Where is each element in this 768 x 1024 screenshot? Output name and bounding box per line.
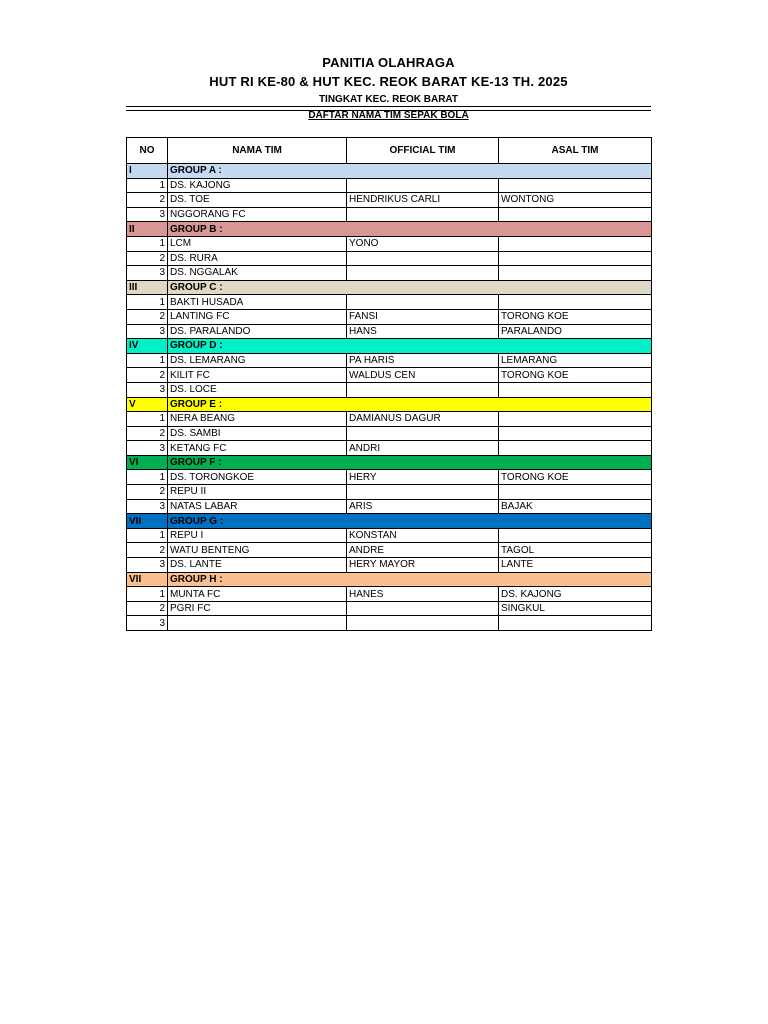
table-row <box>127 543 652 558</box>
team-official <box>347 295 499 310</box>
group-row <box>127 455 652 470</box>
team-number: 3 <box>127 266 168 281</box>
team-name: NGGORANG FC <box>168 207 347 222</box>
table-row <box>127 193 652 208</box>
team-name: REPU I <box>168 528 347 543</box>
team-name: DS. RURA <box>168 251 347 266</box>
table-row <box>127 587 652 602</box>
team-name: DS. PARALANDO <box>168 324 347 339</box>
team-origin: WONTONG <box>499 193 652 208</box>
team-number: 2 <box>127 193 168 208</box>
table-row <box>127 368 652 383</box>
team-number: 2 <box>127 368 168 383</box>
team-origin: TORONG KOE <box>499 309 652 324</box>
team-official: HANES <box>347 587 499 602</box>
team-official <box>347 251 499 266</box>
team-number: 1 <box>127 412 168 427</box>
team-number: 1 <box>127 353 168 368</box>
table-row <box>127 178 652 193</box>
committee-title: PANITIA OLAHRAGA <box>322 55 455 70</box>
group-label: GROUP D : <box>168 339 652 354</box>
team-table-body <box>127 164 652 631</box>
table-row <box>127 353 652 368</box>
team-official: DAMIANUS DAGUR <box>347 412 499 427</box>
table-row <box>127 236 652 251</box>
team-number: 3 <box>127 207 168 222</box>
group-number: V <box>127 397 168 412</box>
team-origin <box>499 426 652 441</box>
team-origin <box>499 616 652 631</box>
group-number: VII <box>127 572 168 587</box>
team-origin: DS. KAJONG <box>499 587 652 602</box>
group-label: GROUP B : <box>168 222 652 237</box>
team-origin <box>499 236 652 251</box>
level-subtitle: TINGKAT KEC. REOK BARAT <box>318 94 459 105</box>
table-row <box>127 558 652 573</box>
team-origin <box>499 485 652 500</box>
team-official <box>347 485 499 500</box>
team-number: 2 <box>127 426 168 441</box>
team-official: ANDRI <box>347 441 499 456</box>
document-header <box>126 54 651 107</box>
group-row <box>127 280 652 295</box>
team-official: ARIS <box>347 499 499 514</box>
team-number: 3 <box>127 441 168 456</box>
table-header-row <box>127 138 652 164</box>
table-row <box>127 616 652 631</box>
list-title: DAFTAR NAMA TIM SEPAK BOLA <box>308 110 469 121</box>
team-origin: LEMARANG <box>499 353 652 368</box>
table-row <box>127 441 652 456</box>
team-official <box>347 178 499 193</box>
team-name: MUNTA FC <box>168 587 347 602</box>
team-origin <box>499 178 652 193</box>
team-name: WATU BENTENG <box>168 543 347 558</box>
group-row <box>127 572 652 587</box>
team-origin: PARALANDO <box>499 324 652 339</box>
team-official: FANSI <box>347 309 499 324</box>
team-name: REPU II <box>168 485 347 500</box>
column-header-no: NO <box>127 138 168 164</box>
team-name: DS. TOE <box>168 193 347 208</box>
table-row <box>127 528 652 543</box>
team-number: 1 <box>127 236 168 251</box>
group-label: GROUP E : <box>168 397 652 412</box>
team-number: 1 <box>127 528 168 543</box>
team-table <box>126 137 652 631</box>
group-number: III <box>127 280 168 295</box>
team-name: DS. LEMARANG <box>168 353 347 368</box>
group-row <box>127 397 652 412</box>
team-number: 3 <box>127 558 168 573</box>
team-name: LANTING FC <box>168 309 347 324</box>
team-official <box>347 207 499 222</box>
team-origin <box>499 441 652 456</box>
table-row <box>127 601 652 616</box>
team-origin <box>499 412 652 427</box>
team-origin: TORONG KOE <box>499 368 652 383</box>
table-row <box>127 382 652 397</box>
team-number: 1 <box>127 470 168 485</box>
team-official: WALDUS CEN <box>347 368 499 383</box>
group-label: GROUP H : <box>168 572 652 587</box>
group-label: GROUP G : <box>168 514 652 529</box>
team-official: HERY <box>347 470 499 485</box>
team-origin <box>499 528 652 543</box>
table-row <box>127 470 652 485</box>
team-name: DS. NGGALAK <box>168 266 347 281</box>
team-name <box>168 616 347 631</box>
team-number: 2 <box>127 601 168 616</box>
team-official <box>347 601 499 616</box>
team-number: 2 <box>127 543 168 558</box>
team-number: 3 <box>127 324 168 339</box>
group-number: II <box>127 222 168 237</box>
team-origin <box>499 207 652 222</box>
team-official: HERY MAYOR <box>347 558 499 573</box>
team-name: DS. SAMBI <box>168 426 347 441</box>
group-label: GROUP C : <box>168 280 652 295</box>
team-name: DS. LANTE <box>168 558 347 573</box>
team-official: HANS <box>347 324 499 339</box>
group-label: GROUP F : <box>168 455 652 470</box>
group-number: I <box>127 164 168 179</box>
team-official <box>347 426 499 441</box>
team-origin <box>499 295 652 310</box>
team-origin <box>499 382 652 397</box>
group-row <box>127 222 652 237</box>
team-name: DS. KAJONG <box>168 178 347 193</box>
table-row <box>127 251 652 266</box>
team-number: 3 <box>127 616 168 631</box>
team-number: 3 <box>127 382 168 397</box>
column-header-origin: ASAL TIM <box>499 138 652 164</box>
group-row <box>127 164 652 179</box>
team-name: NERA BEANG <box>168 412 347 427</box>
team-official <box>347 266 499 281</box>
table-row <box>127 499 652 514</box>
team-name: DS. LOCE <box>168 382 347 397</box>
team-official: YONO <box>347 236 499 251</box>
team-number: 1 <box>127 178 168 193</box>
team-name: NATAS LABAR <box>168 499 347 514</box>
team-number: 1 <box>127 295 168 310</box>
table-row <box>127 412 652 427</box>
team-origin: TAGOL <box>499 543 652 558</box>
team-name: LCM <box>168 236 347 251</box>
team-number: 2 <box>127 251 168 266</box>
table-row <box>127 426 652 441</box>
table-row <box>127 207 652 222</box>
team-name: KETANG FC <box>168 441 347 456</box>
team-origin <box>499 266 652 281</box>
table-row <box>127 309 652 324</box>
team-origin: BAJAK <box>499 499 652 514</box>
column-header-team-name: NAMA TIM <box>168 138 347 164</box>
group-number: IV <box>127 339 168 354</box>
team-official <box>347 382 499 397</box>
team-official: HENDRIKUS CARLI <box>347 193 499 208</box>
table-row <box>127 324 652 339</box>
team-name: PGRI FC <box>168 601 347 616</box>
team-number: 2 <box>127 485 168 500</box>
group-number: VI <box>127 455 168 470</box>
column-header-official: OFFICIAL TIM <box>347 138 499 164</box>
team-origin: SINGKUL <box>499 601 652 616</box>
team-number: 1 <box>127 587 168 602</box>
team-official: PA HARIS <box>347 353 499 368</box>
team-origin: TORONG KOE <box>499 470 652 485</box>
team-official: KONSTAN <box>347 528 499 543</box>
team-name: DS. TORONGKOE <box>168 470 347 485</box>
group-number: VII <box>127 514 168 529</box>
team-name: KILIT FC <box>168 368 347 383</box>
team-origin: LANTE <box>499 558 652 573</box>
table-row <box>127 295 652 310</box>
team-name: BAKTI HUSADA <box>168 295 347 310</box>
team-official: ANDRE <box>347 543 499 558</box>
group-label: GROUP A : <box>168 164 652 179</box>
team-number: 3 <box>127 499 168 514</box>
group-row <box>127 339 652 354</box>
table-row <box>127 266 652 281</box>
group-row <box>127 514 652 529</box>
team-origin <box>499 251 652 266</box>
event-title: HUT RI KE-80 & HUT KEC. REOK BARAT KE-13 TH. 2025 <box>209 74 568 89</box>
team-number: 2 <box>127 309 168 324</box>
table-row <box>127 485 652 500</box>
team-official <box>347 616 499 631</box>
